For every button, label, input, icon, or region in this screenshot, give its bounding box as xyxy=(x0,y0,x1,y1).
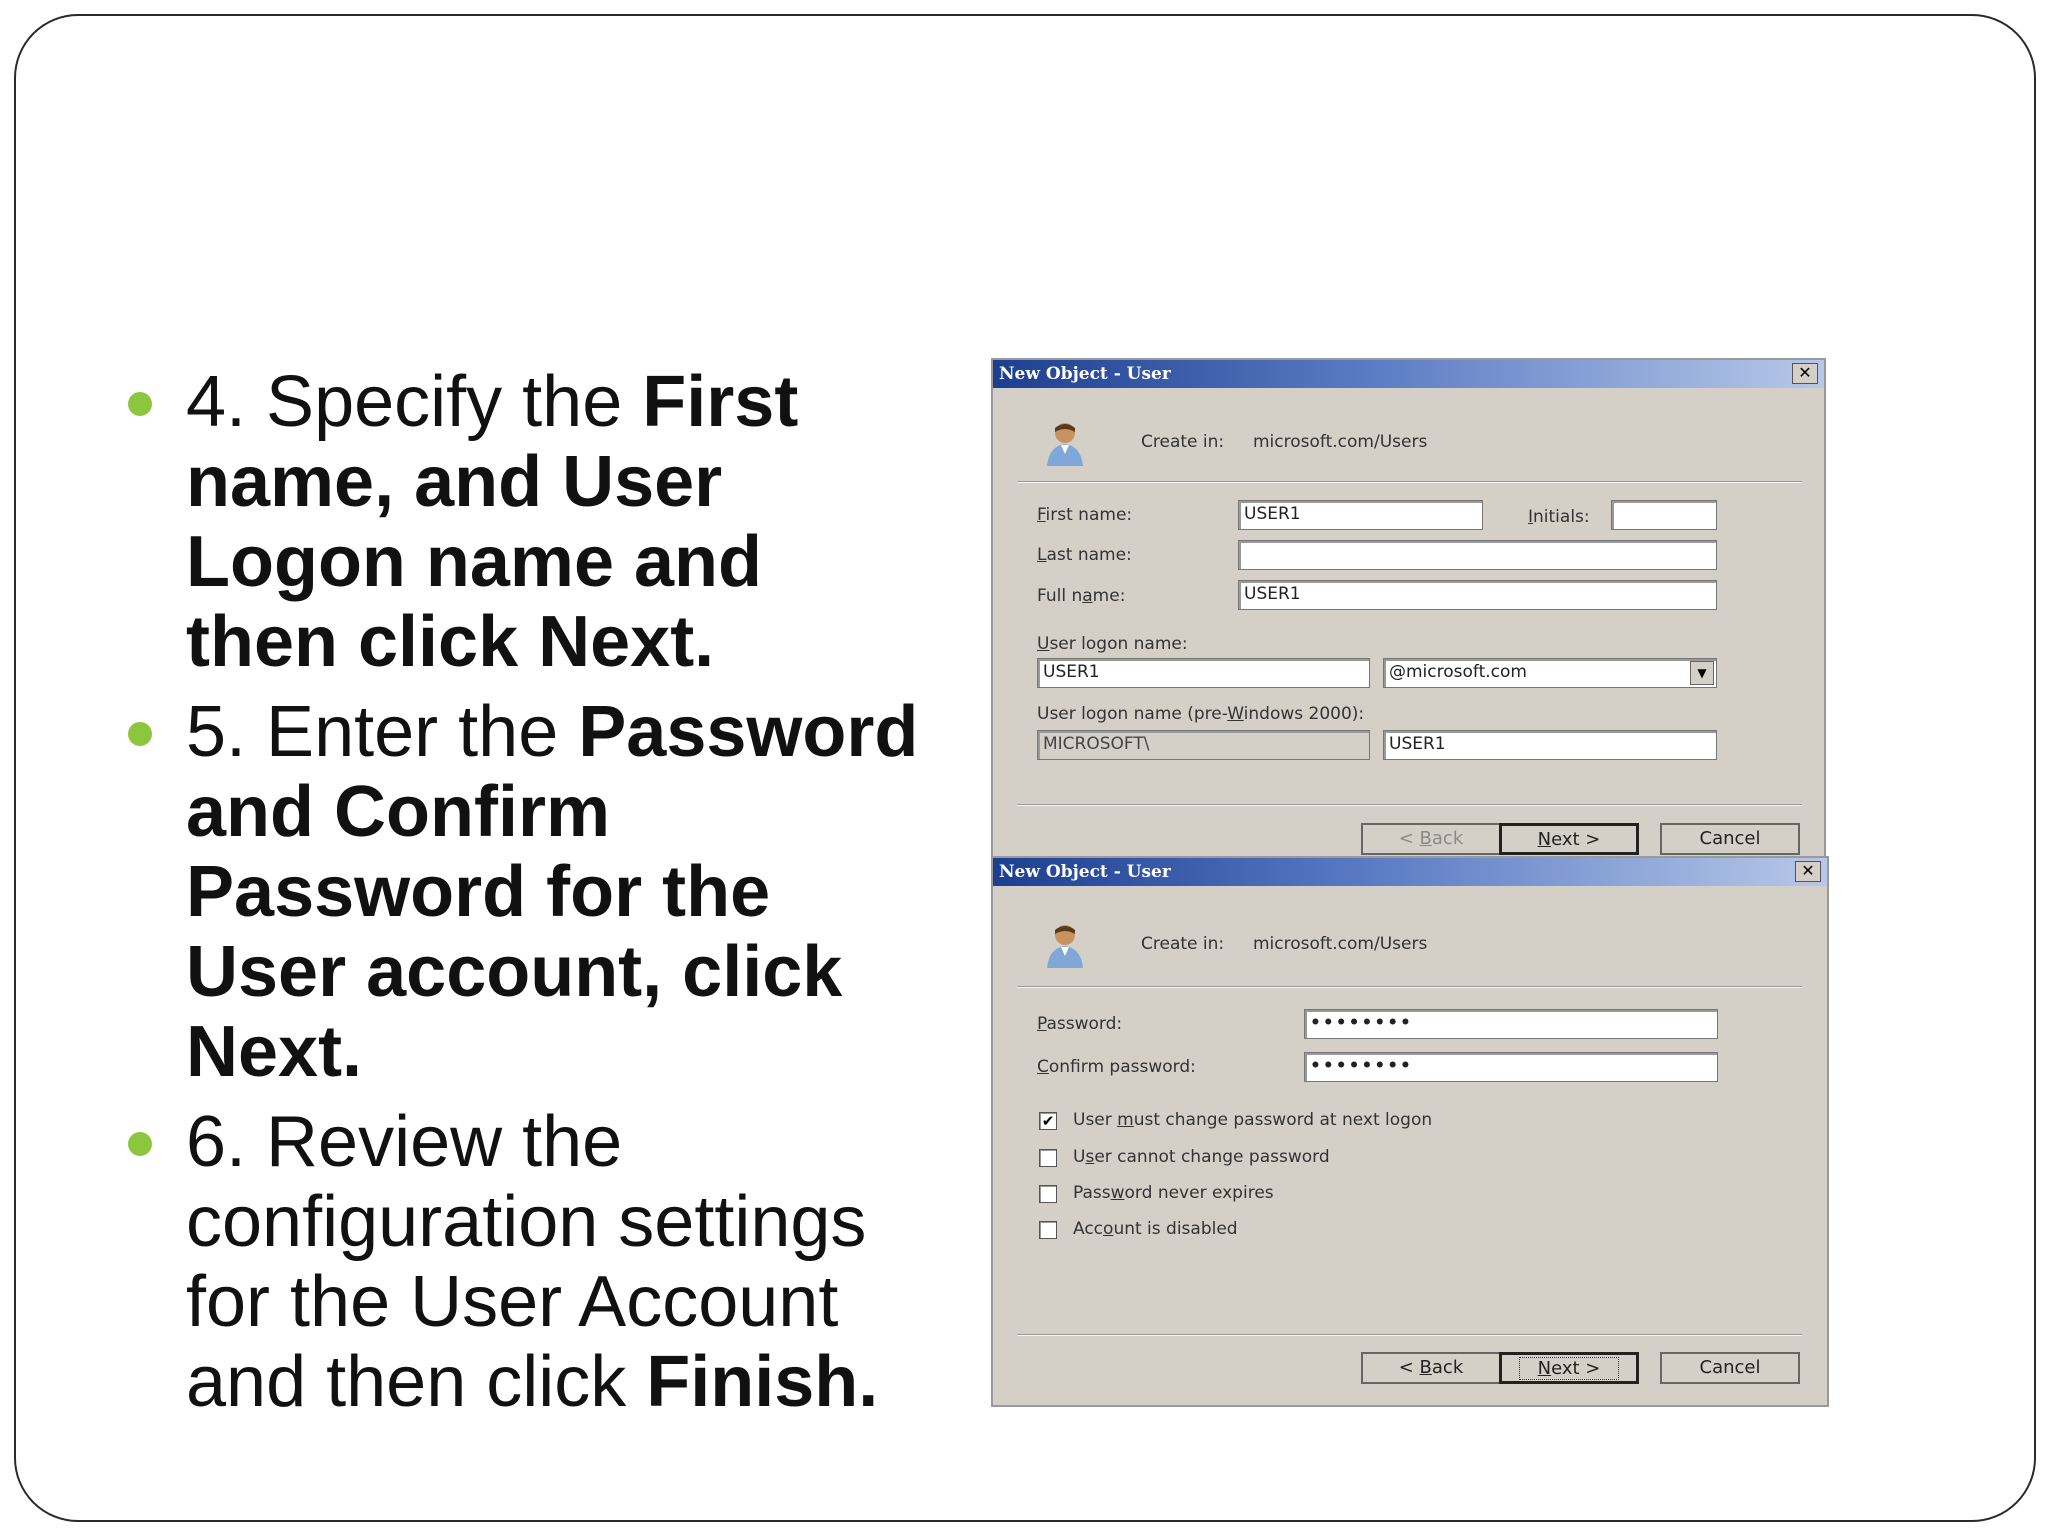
user-icon xyxy=(1043,922,1087,970)
create-in-value: microsoft.com/Users xyxy=(1253,934,1428,954)
initials-label: Initials: xyxy=(1528,507,1590,527)
back-button[interactable]: < Back xyxy=(1361,823,1501,855)
cancel-button[interactable]: Cancel xyxy=(1660,1352,1800,1384)
next-button[interactable]: Next > xyxy=(1499,823,1639,855)
confirm-password-input[interactable]: •••••••• xyxy=(1304,1052,1718,1082)
close-icon[interactable]: ✕ xyxy=(1792,363,1818,384)
cancel-button[interactable]: Cancel xyxy=(1660,823,1800,855)
bullet-dot xyxy=(128,722,152,746)
full-name-label: Full name: xyxy=(1037,586,1126,606)
full-name-input[interactable]: USER1 xyxy=(1238,580,1717,610)
pre-windows-2000-label: User logon name (pre-Windows 2000): xyxy=(1037,704,1365,724)
last-name-label: Last name: xyxy=(1037,545,1132,565)
user-icon xyxy=(1043,420,1087,468)
first-name-label: First name: xyxy=(1037,505,1133,525)
must-change-password-label: User must change password at next logon xyxy=(1073,1110,1433,1130)
separator xyxy=(1017,481,1802,483)
create-in-value: microsoft.com/Users xyxy=(1253,432,1428,452)
must-change-password-checkbox[interactable]: ✔ xyxy=(1039,1112,1057,1130)
new-object-user-dialog-name xyxy=(991,358,1826,858)
user-logon-name-label: User logon name: xyxy=(1037,634,1188,654)
next-button[interactable] xyxy=(1499,1352,1639,1384)
confirm-password-label: Confirm password: xyxy=(1037,1057,1196,1077)
dialog-title: New Object - User xyxy=(999,364,1171,384)
account-disabled-label: Account is disabled xyxy=(1073,1219,1238,1239)
create-in-label: Create in: xyxy=(1141,432,1225,452)
dialog-titlebar[interactable] xyxy=(993,858,1827,886)
cannot-change-password-checkbox[interactable] xyxy=(1039,1149,1057,1167)
close-icon[interactable]: ✕ xyxy=(1795,861,1821,882)
instruction-step-4: 4. Specify the First name, and User Logon name and then click Next. xyxy=(128,362,928,682)
bullet-dot xyxy=(128,392,152,416)
chevron-down-icon[interactable]: ▼ xyxy=(1690,661,1714,685)
domain-suffix-dropdown[interactable] xyxy=(1383,658,1717,688)
password-never-expires-label: Password never expires xyxy=(1073,1183,1274,1203)
create-in-label: Create in: xyxy=(1141,934,1225,954)
domain-suffix-value: @microsoft.com xyxy=(1389,662,1527,682)
instruction-list xyxy=(128,362,928,1432)
separator xyxy=(1017,986,1802,988)
password-input[interactable]: •••••••• xyxy=(1304,1009,1718,1039)
pre-windows-2000-domain: MICROSOFT\ xyxy=(1037,730,1370,760)
new-object-user-dialog-password xyxy=(991,856,1829,1407)
last-name-input[interactable] xyxy=(1238,540,1717,570)
dialog-title: New Object - User xyxy=(999,862,1171,882)
account-disabled-checkbox[interactable] xyxy=(1039,1221,1057,1239)
password-never-expires-checkbox[interactable] xyxy=(1039,1185,1057,1203)
bullet-dot xyxy=(128,1132,152,1156)
next-button-focus: Next > xyxy=(1519,1357,1620,1380)
first-name-input[interactable]: USER1 xyxy=(1238,500,1483,530)
password-label: Password: xyxy=(1037,1014,1123,1034)
instruction-step-6: 6. Review the configuration settings for the User Account and then click Finish. xyxy=(128,1102,928,1422)
separator xyxy=(1017,1334,1802,1336)
pre-windows-2000-logon-input[interactable]: USER1 xyxy=(1383,730,1717,760)
initials-input[interactable] xyxy=(1611,500,1717,530)
cannot-change-password-label: User cannot change password xyxy=(1073,1147,1330,1167)
instruction-step-5: 5. Enter the Password and Confirm Password for the User account, click Next. xyxy=(128,692,928,1092)
separator xyxy=(1017,804,1802,806)
user-logon-name-input[interactable]: USER1 xyxy=(1037,658,1370,688)
dialog-titlebar[interactable] xyxy=(993,360,1824,388)
back-button[interactable]: < Back xyxy=(1361,1352,1501,1384)
